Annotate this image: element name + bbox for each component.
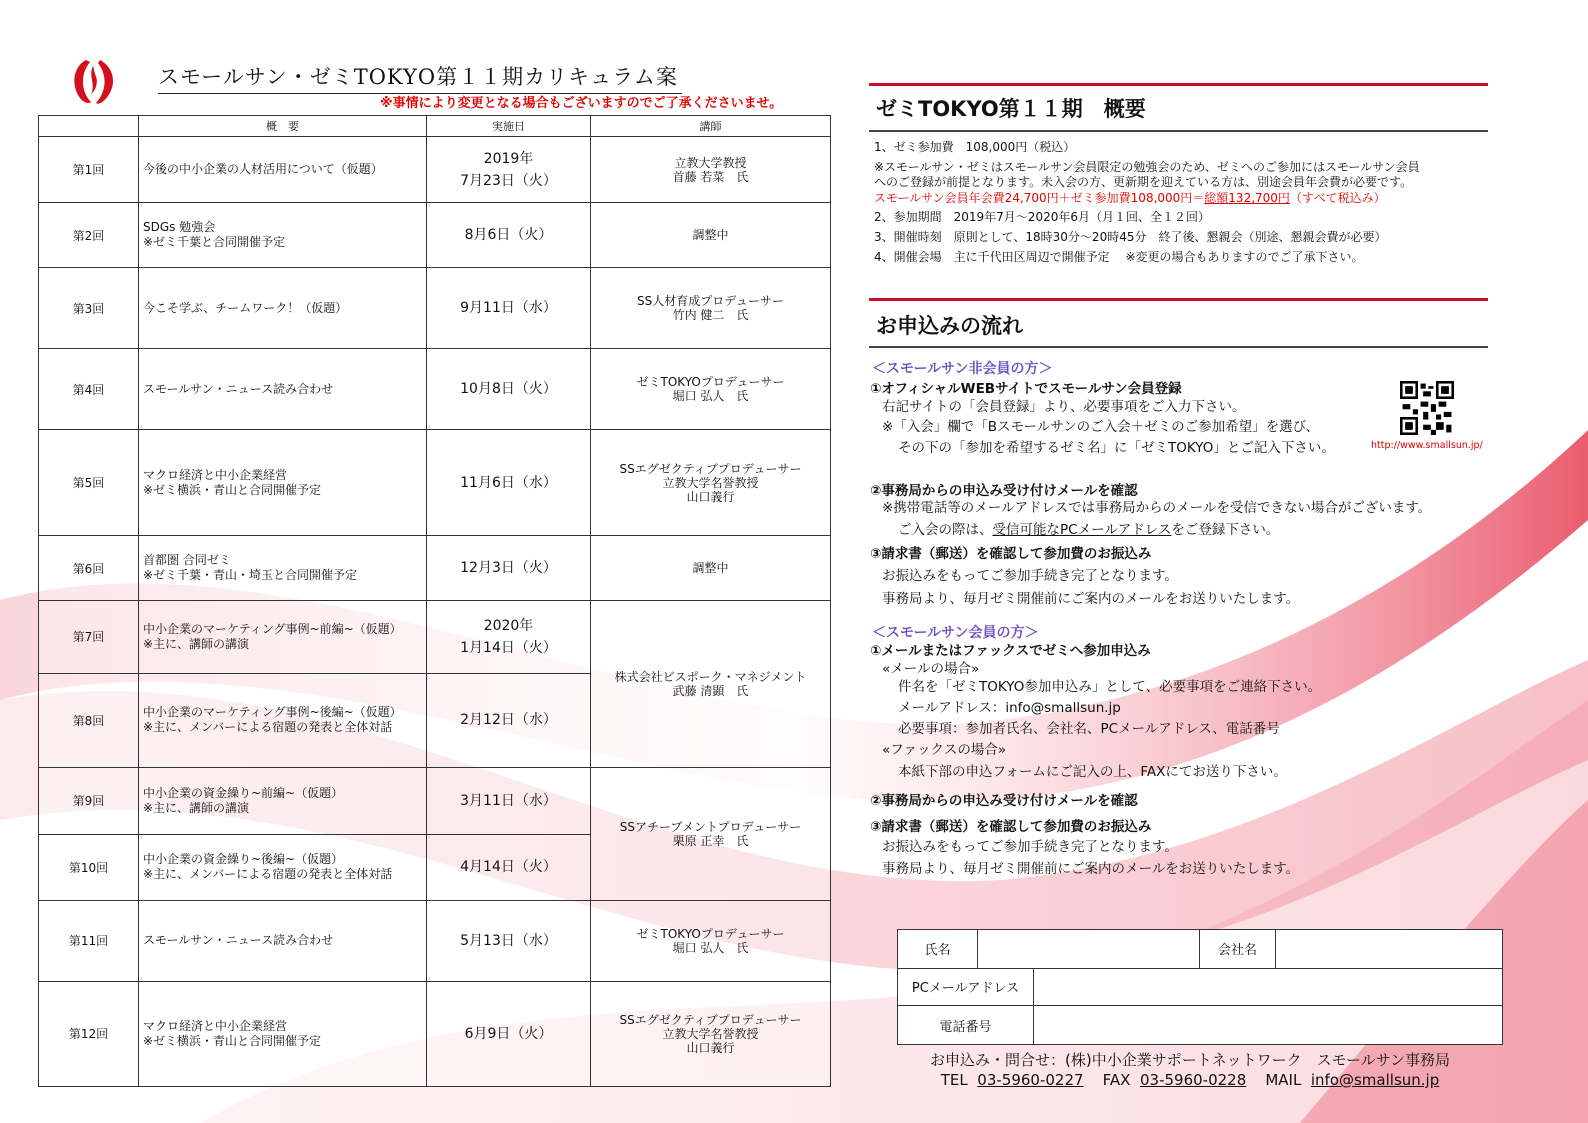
session-number: 第1回 [39,137,139,203]
col-header-no [39,116,139,137]
table-header-row [39,116,831,137]
member-step2: ②事務局からの申込み受け付けメールを確認 [870,793,1138,809]
member-step3-text2: 事務局より、毎月ゼミ開催前にご案内のメールをお送りいたします。 [882,861,1300,877]
session-number: 第4回 [39,349,139,430]
overview-total-fee: スモールサン会員年会費24,700円＋ゼミ参加費108,000円＝総額132,700円（すべて税込み） [874,191,1386,205]
change-notice: ※事情により変更となる場合もございますのでご了承くださいませ。 [380,96,783,111]
session-date: 9月11日（水） [427,268,591,349]
form-label-phone: 電話番号 [898,1006,1034,1045]
session-date: 2019年 7月23日（火） [427,137,591,203]
session-lecturer: 調整中 [591,536,831,601]
session-number: 第6回 [39,536,139,601]
company-input[interactable] [1276,930,1503,969]
session-lecturer: 立教大学教授 首藤 若菜 氏 [591,137,831,203]
table-row [39,536,831,601]
contact-details: TEL 03-5960-0227 FAX 03-5960-0228 MAIL info@smallsun.jp [940,1071,1440,1089]
session-number: 第9回 [39,767,139,834]
table-row [39,268,831,349]
tel-number[interactable]: 03-5960-0227 [977,1071,1084,1089]
session-overview: 中小企業のマーケティング事例~前編~（仮題） ※主に、講師の講演 [139,601,427,673]
contact-org: お申込み・問合せ：(株)中小企業サポートネットワーク スモールサン事務局 [930,1051,1450,1069]
mail-link[interactable]: info@smallsun.jp [1310,1071,1440,1089]
col-header-overview: 概 要 [139,116,427,137]
flow-bottom-rule [869,346,1488,348]
session-date: 6月9日（火） [427,981,591,1086]
session-overview: マクロ経済と中小企業経営 ※ゼミ横浜・青山と合同開催予定 [139,430,427,536]
email-input[interactable] [1034,968,1503,1006]
overview-time: 3、開催時刻 原則として、18時30分～20時45分 終了後、懇親会（別途、懇親会費が必要） [874,230,1387,244]
application-form [897,929,1503,1045]
overview-bottom-rule [869,130,1488,132]
overview-note-line1: ※スモールサン・ゼミはスモールサン会員限定の勉強会のため、ゼミへのご参加にはスモールサン会員 [874,160,1420,174]
session-overview: 中小企業のマーケティング事例~後編~（仮題） ※主に、メンバーによる宿題の発表と全体対話 [139,673,427,767]
session-date: 5月13日（水） [427,900,591,981]
session-number: 第8回 [39,673,139,767]
qr-code-icon[interactable] [1400,381,1454,435]
overview-note-line2: へのご登録が前提となります。未入会の方、更新期を迎えている方は、別途会員年会費が必要です。 [874,175,1413,189]
member-mail-line1: 件名を「ゼミTOKYO参加申込み」として、必要事項をご連絡下さい。 [898,679,1322,695]
session-lecturer: 株式会社ビスポーク・マネジメント 武藤 清顕 氏 [591,601,831,767]
session-lecturer: ゼミTOKYOプロデューサー 堀口 弘人 氏 [591,349,831,430]
session-overview: 中小企業の資金繰り~前編~（仮題） ※主に、講師の講演 [139,767,427,834]
member-mail-case: «メールの場合» [882,661,980,677]
smallsun-logo-icon [66,56,122,108]
form-label-name: 氏名 [898,930,978,969]
session-lecturer: SSエグゼクティブプロデューサー 立教大学名誉教授 山口義行 [591,981,831,1086]
session-date: 10月8日（火） [427,349,591,430]
member-mail-required: 必要事項：参加者氏名、会社名、PCメールアドレス、電話番号 [898,721,1280,737]
session-number: 第10回 [39,834,139,900]
nonmember-step1-note: ※「入会」欄で「Bスモールサンのご入会＋ゼミのご参加希望」を選び、 [882,419,1320,435]
overview-title: ゼミTOKYO第１１期 概要 [876,97,1146,121]
table-row [39,349,831,430]
session-number: 第5回 [39,430,139,536]
session-date: 4月14日（火） [427,834,591,900]
session-overview: 首都圏 合同ゼミ ※ゼミ千葉・青山・埼玉と合同開催予定 [139,536,427,601]
flow-top-rule [869,298,1488,301]
form-label-company: 会社名 [1200,930,1276,969]
session-lecturer: SSアチーブメントプロデューサー 栗原 正幸 氏 [591,767,831,900]
member-step3: ③請求書（郵送）を確認して参加費のお振込み [870,819,1152,835]
session-overview: スモールサン・ニュース読み合わせ [139,900,427,981]
table-row [39,137,831,203]
contact-footer [860,1050,1520,1090]
session-date: 12月3日（火） [427,536,591,601]
session-lecturer: ゼミTOKYOプロデューサー 堀口 弘人 氏 [591,900,831,981]
session-overview: マクロ経済と中小企業経営 ※ゼミ横浜・青山と合同開催予定 [139,981,427,1086]
session-overview: 今こそ学ぶ、チームワーク！（仮題） [139,268,427,349]
name-input[interactable] [978,930,1200,969]
flow-title: お申込みの流れ [876,314,1023,338]
nonmember-step1: ①オフィシャルWEBサイトでスモールサン会員登録 [870,381,1182,397]
table-row [39,430,831,536]
website-url-link[interactable]: http://www.smallsun.jp/ [1371,440,1483,451]
overview-fee: 1、ゼミ参加費 108,000円（税込） [874,140,1076,154]
nonmember-step2: ②事務局からの申込み受け付けメールを確認 [870,483,1138,499]
member-fax-line1: 本紙下部の申込フォームにご記入の上、FAXにてお送り下さい。 [898,764,1287,780]
session-date: 2月12日（水） [427,673,591,767]
table-row [39,900,831,981]
session-number: 第2回 [39,203,139,268]
nonmember-step3-text2: 事務局より、毎月ゼミ開催前にご案内のメールをお送りいたします。 [882,591,1300,607]
session-number: 第12回 [39,981,139,1086]
phone-input[interactable] [1034,1006,1503,1045]
col-header-lecturer: 講師 [591,116,831,137]
member-fax-case: «ファックスの場合» [882,742,1007,758]
session-date: 3月11日（水） [427,767,591,834]
nonmember-heading: ＜スモールサン非会員の方＞ [872,361,1053,377]
member-step3-text: お振込みをもってご参加手続き完了となります。 [882,839,1178,855]
session-date: 8月6日（火） [427,203,591,268]
session-number: 第3回 [39,268,139,349]
member-mail-address: メールアドレス：info@smallsun.jp [898,700,1121,716]
curriculum-table [38,115,831,1087]
session-overview: 中小企業の資金繰り~後編~（仮題） ※主に、メンバーによる宿題の発表と全体対話 [139,834,427,900]
table-row [39,601,831,673]
table-row [39,767,831,834]
nonmember-step3-text: お振込みをもってご参加手続き完了となります。 [882,568,1178,584]
session-number: 第11回 [39,900,139,981]
nonmember-step2-note: ※携帯電話等のメールアドレスでは事務局からのメールを受信できない場合がございます。 [882,500,1432,516]
overview-top-rule [869,83,1488,86]
session-lecturer: SS人材育成プロデューサー 竹内 健二 氏 [591,268,831,349]
session-overview: SDGs 勉強会 ※ゼミ千葉と合同開催予定 [139,203,427,268]
nonmember-step1-text: 右記サイトの「会員登録」より、必要事項をご入力下さい。 [882,399,1246,415]
overview-venue: 4、開催会場 主に千代田区周辺で開催予定 ※変更の場合もありますのでご了承下さい。 [874,250,1364,264]
session-lecturer: 調整中 [591,203,831,268]
session-date: 11月6日（水） [427,430,591,536]
member-heading: ＜スモールサン会員の方＞ [872,625,1039,641]
nonmember-step2-note2: ご入会の際は、受信可能なPCメールアドレスをご登録下さい。 [898,522,1280,538]
table-row [39,981,831,1086]
form-label-email: PCメールアドレス [898,968,1034,1006]
col-header-date: 実施日 [427,116,591,137]
session-overview: スモールサン・ニュース読み合わせ [139,349,427,430]
session-overview: 今後の中小企業の人材活用について（仮題） [139,137,427,203]
table-row [39,203,831,268]
overview-period: 2、参加期間 2019年7月～2020年6月（月１回、全１２回） [874,210,1210,224]
member-step1: ①メールまたはファックスでゼミへ参加申込み [870,643,1151,659]
session-number: 第7回 [39,601,139,673]
nonmember-step1-note2: その下の「参加を希望するゼミ名」に「ゼミTOKYO」とご記入下さい。 [898,440,1335,456]
session-date: 2020年 1月14日（火） [427,601,591,673]
nonmember-step3: ③請求書（郵送）を確認して参加費のお振込み [870,546,1152,562]
fax-number: 03-5960-0228 [1139,1071,1247,1089]
page-title: スモールサン・ゼミTOKYO第１１期カリキュラム案 [158,61,682,94]
session-lecturer: SSエグゼクティブプロデューサー 立教大学名誉教授 山口義行 [591,430,831,536]
